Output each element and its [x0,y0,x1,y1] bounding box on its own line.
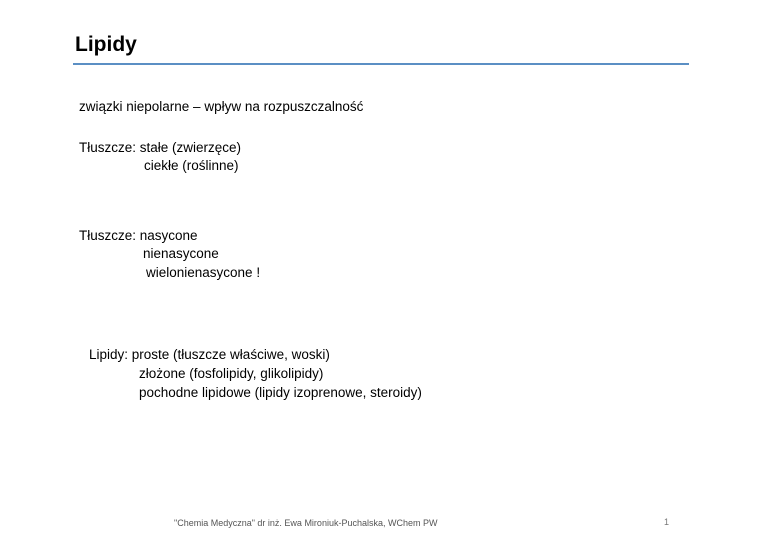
slide-title: Lipidy [75,33,137,56]
text-fats-state-1: Tłuszcze: stałe (zwierzęce) [79,140,242,155]
text-lipids-3: pochodne lipidowe (lipidy izoprenowe, steroidy) [139,385,422,400]
text-fats-state-2: ciekłe (roślinne) [144,158,239,173]
text-fats-sat-3: wielonienasycone ! [146,265,261,280]
slide-footer: "Chemia Medyczna" dr inż. Ewa Mironiuk-Puchalska, WChem PW [174,518,438,528]
text-lipids-2: złożone (fosfolipidy, glikolipidy) [139,366,324,381]
text-polarity: związki niepolarne – wpływ na rozpuszczalność [79,99,364,114]
title-underline [73,63,689,65]
text-lipids-1: Lipidy: proste (tłuszcze właściwe, woski) [89,347,330,362]
text-fats-sat-1: Tłuszcze: nasycone [79,228,198,243]
text-fats-sat-2: nienasycone [143,246,219,261]
page-number: 1 [664,517,670,527]
